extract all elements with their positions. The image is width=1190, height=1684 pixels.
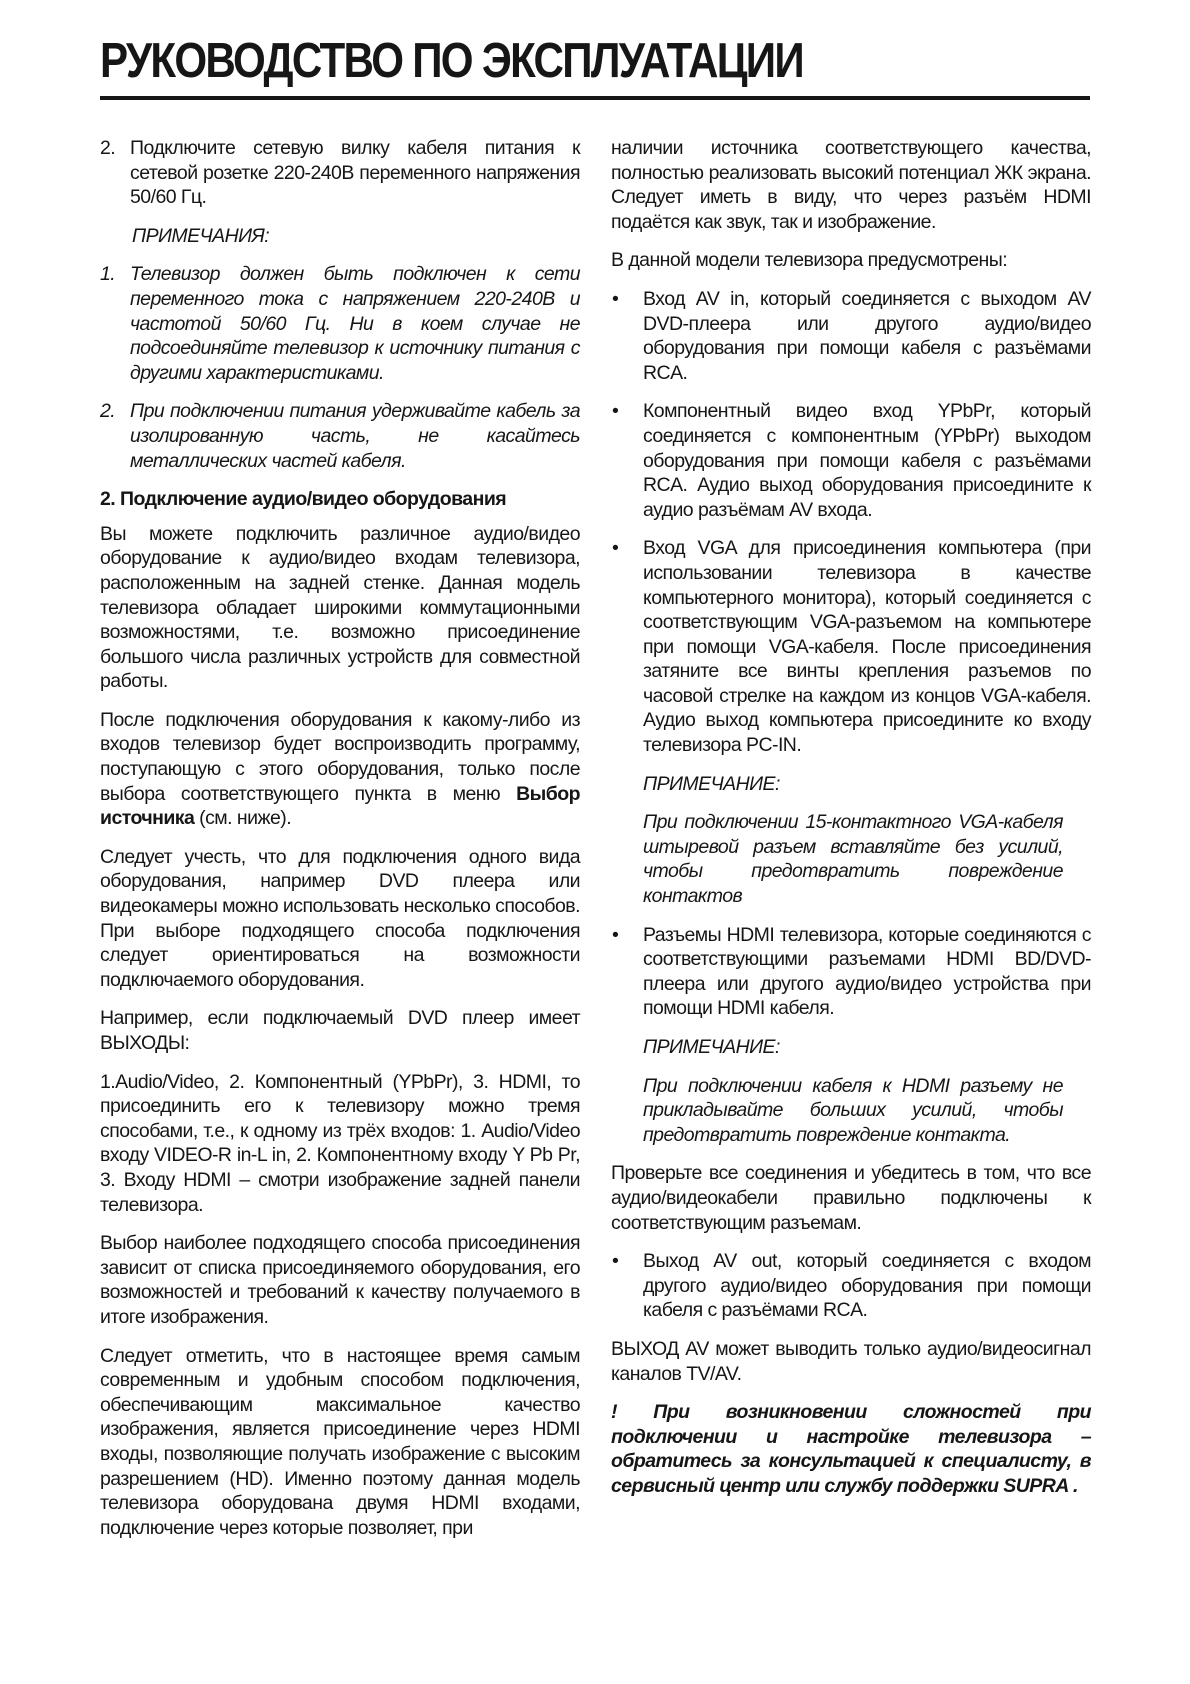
paragraph-example: Например, если подключаемый DVD плеер имеет ВЫХОДЫ: [100, 1007, 580, 1054]
bullet-hdmi [611, 923, 1091, 1021]
page-title: РУКОВОДСТВО ПО ЭКСПЛУАТАЦИИ [100, 34, 803, 88]
title-divider [100, 96, 1090, 100]
note-text-hdmi: При подключении кабеля к HDMI разъему не прикладывайте больших усилий, чтобы предотвратить повреждение контакта. [643, 1074, 1063, 1146]
bullet-av-out [611, 1249, 1091, 1323]
note-number: 2. [100, 400, 116, 423]
note-item [100, 262, 580, 385]
step-2 [100, 136, 580, 210]
paragraph-av-out: ВЫХОД AV может выводить только аудио/видеосигнал каналов TV/AV. [611, 1337, 1091, 1385]
paragraph-provided: В данной модели телевизора предусмотрены: [611, 249, 1008, 272]
bullet-icon: • [612, 287, 619, 310]
bullet-text: Вход VGA для присоединения компьютера (при использовании телевизора в качестве компьютерного монитора), который соединяется с соответствующим VGA-разъемом на компьютере при помощи VGA-кабеля. После присоединения затяните все винты крепления разъемов по часовой стрелке на каждом из концов VGA-кабеля. Аудио выход компьютера присоедините ко входу телевизора PC-IN. [643, 537, 1091, 757]
paragraph-check: Проверьте все соединения и убедитесь в том, что все аудио/видеокабели правильно подключены к соответствующим разъемам. [611, 1162, 1091, 1234]
right-column [611, 136, 1091, 1499]
bullet-vga [611, 536, 1091, 757]
section-heading: 2. Подключение аудио/видео оборудования [100, 488, 507, 511]
paragraph-hdmi: Следует отметить, что в настоящее время самым современным и удобным способом подключения, обеспечивающим максимальное качество изображения, является присоединение через HDMI входы, позволяющие получать изображение с высоким разрешением (HD). Именно поэтому данная модель телевизора оборудована двумя HDMI входами, подключение через которые позволяет, при [100, 1344, 580, 1539]
menu-item-reference: Выбор источника [100, 782, 580, 830]
paragraph-intro: Вы можете подключить различное аудио/видео оборудование к аудио/видео входам телевизора, расположенным на задней стенке. Данная модель телевизора обладает широкими коммутационными возможностями, т.е. возможно присоединение большого числа различных устройств для совместной работы. [100, 522, 580, 693]
left-column [100, 136, 580, 1554]
bullet-icon: • [612, 1250, 619, 1273]
note-label-hdmi: ПРИМЕЧАНИЕ: [643, 1036, 780, 1058]
note-text: При подключении питания удерживайте кабель за изолированную часть, не касайтесь металлических частей кабеля. [130, 400, 580, 472]
note-number: 1. [100, 263, 116, 286]
bullet-icon: • [612, 537, 619, 560]
paragraph-choice: Выбор наиболее подходящего способа присоединения зависит от списка присоединяемого оборудования, его возможностей и требований к качеству получаемого в итоге изображения. [100, 1232, 580, 1328]
bullet-text: Компонентный видео вход YPbPr, который соединяется с компонентным (YPbPr) выходом оборудования при помощи кабеля с разъёмами RCA. Аудио выход оборудования присоедините к аудио разъёмам AV входа. [643, 400, 1091, 521]
paragraph-methods: Следует учесть, что для подключения одного вида оборудования, например DVD плеера или видеокамеры можно использовать несколько способов. При выборе подходящего способа подключения следует ориентироваться на возможности подключаемого оборудования. [100, 845, 580, 991]
bullet-text: Разъемы HDMI телевизора, которые соединяются с соответствующими разъемами HDMI BD/DVD-плеера или другого аудио/видео устройства при помощи HDMI кабеля. [643, 923, 1091, 1020]
step-number: 2. [100, 137, 116, 159]
paragraph-text: (см. ниже). [194, 807, 292, 830]
bullet-text: Вход AV in, который соединяется с выходом AV DVD-плеера или другого аудио/видео оборудования при помощи кабеля с разъёмами RCA. [643, 287, 1091, 384]
bullet-text: Выход AV out, который соединяется с входом другого аудио/видео оборудования при помощи кабеля с разъёмами RCA. [643, 1250, 1091, 1322]
bullet-av-in [611, 287, 1091, 385]
bullet-icon: • [612, 400, 619, 423]
paragraph-continued: наличии источника соответствующего качества, полностью реализовать высокий потенциал ЖК экрана. Следует иметь в виду, что через разъём HDMI подаётся как звук, так и изображение. [611, 137, 1091, 233]
note-text: Телевизор должен быть подключен к сети переменного тока с напряжением 220-240В и частотой 50/60 Гц. Ни в коем случае не подсоединяйте телевизор к источнику питания с другими характеристиками. [130, 263, 580, 384]
step-text: Подключите сетевую вилку кабеля питания к сетевой розетке 220-240В переменного напряжения 50/60 Гц. [130, 137, 580, 209]
notes-label: ПРИМЕЧАНИЯ: [132, 224, 270, 247]
note-label-vga: ПРИМЕЧАНИЕ: [643, 772, 780, 795]
paragraph-text: После подключения оборудования к какому-либо из входов телевизор будет воспроизводить программу, поступающую с этого оборудования, только после выбора соответствующего пункта в меню [100, 708, 580, 805]
paragraph-outputs: 1.Audio/Video, 2. Компонентный (YPbPr), 3. HDMI, то присоединить его к телевизору можно тремя способами, т.е., к одному из трёх входов: 1. Audio/Video входу VIDEO-R in-L in, 2. Компонентному входу Y Pb Pr, 3. Входу HDMI – смотри изображение задней панели телевизора. [100, 1070, 580, 1216]
warning-text: ! При возникновении сложностей при подключении и настройке телевизора – обратитесь за консультацией к специалисту, в сервисный центр или службу поддержки SUPRA . [611, 1401, 1091, 1497]
note-item [100, 399, 580, 473]
note-text-vga: При подключении 15-контактного VGA-кабеля штыревой разъем вставляйте без усилий, чтобы предотвратить повреждение контактов [643, 811, 1063, 908]
bullet-ypbpr [611, 399, 1091, 522]
paragraph-source-menu [100, 708, 580, 831]
bullet-icon: • [612, 923, 619, 946]
